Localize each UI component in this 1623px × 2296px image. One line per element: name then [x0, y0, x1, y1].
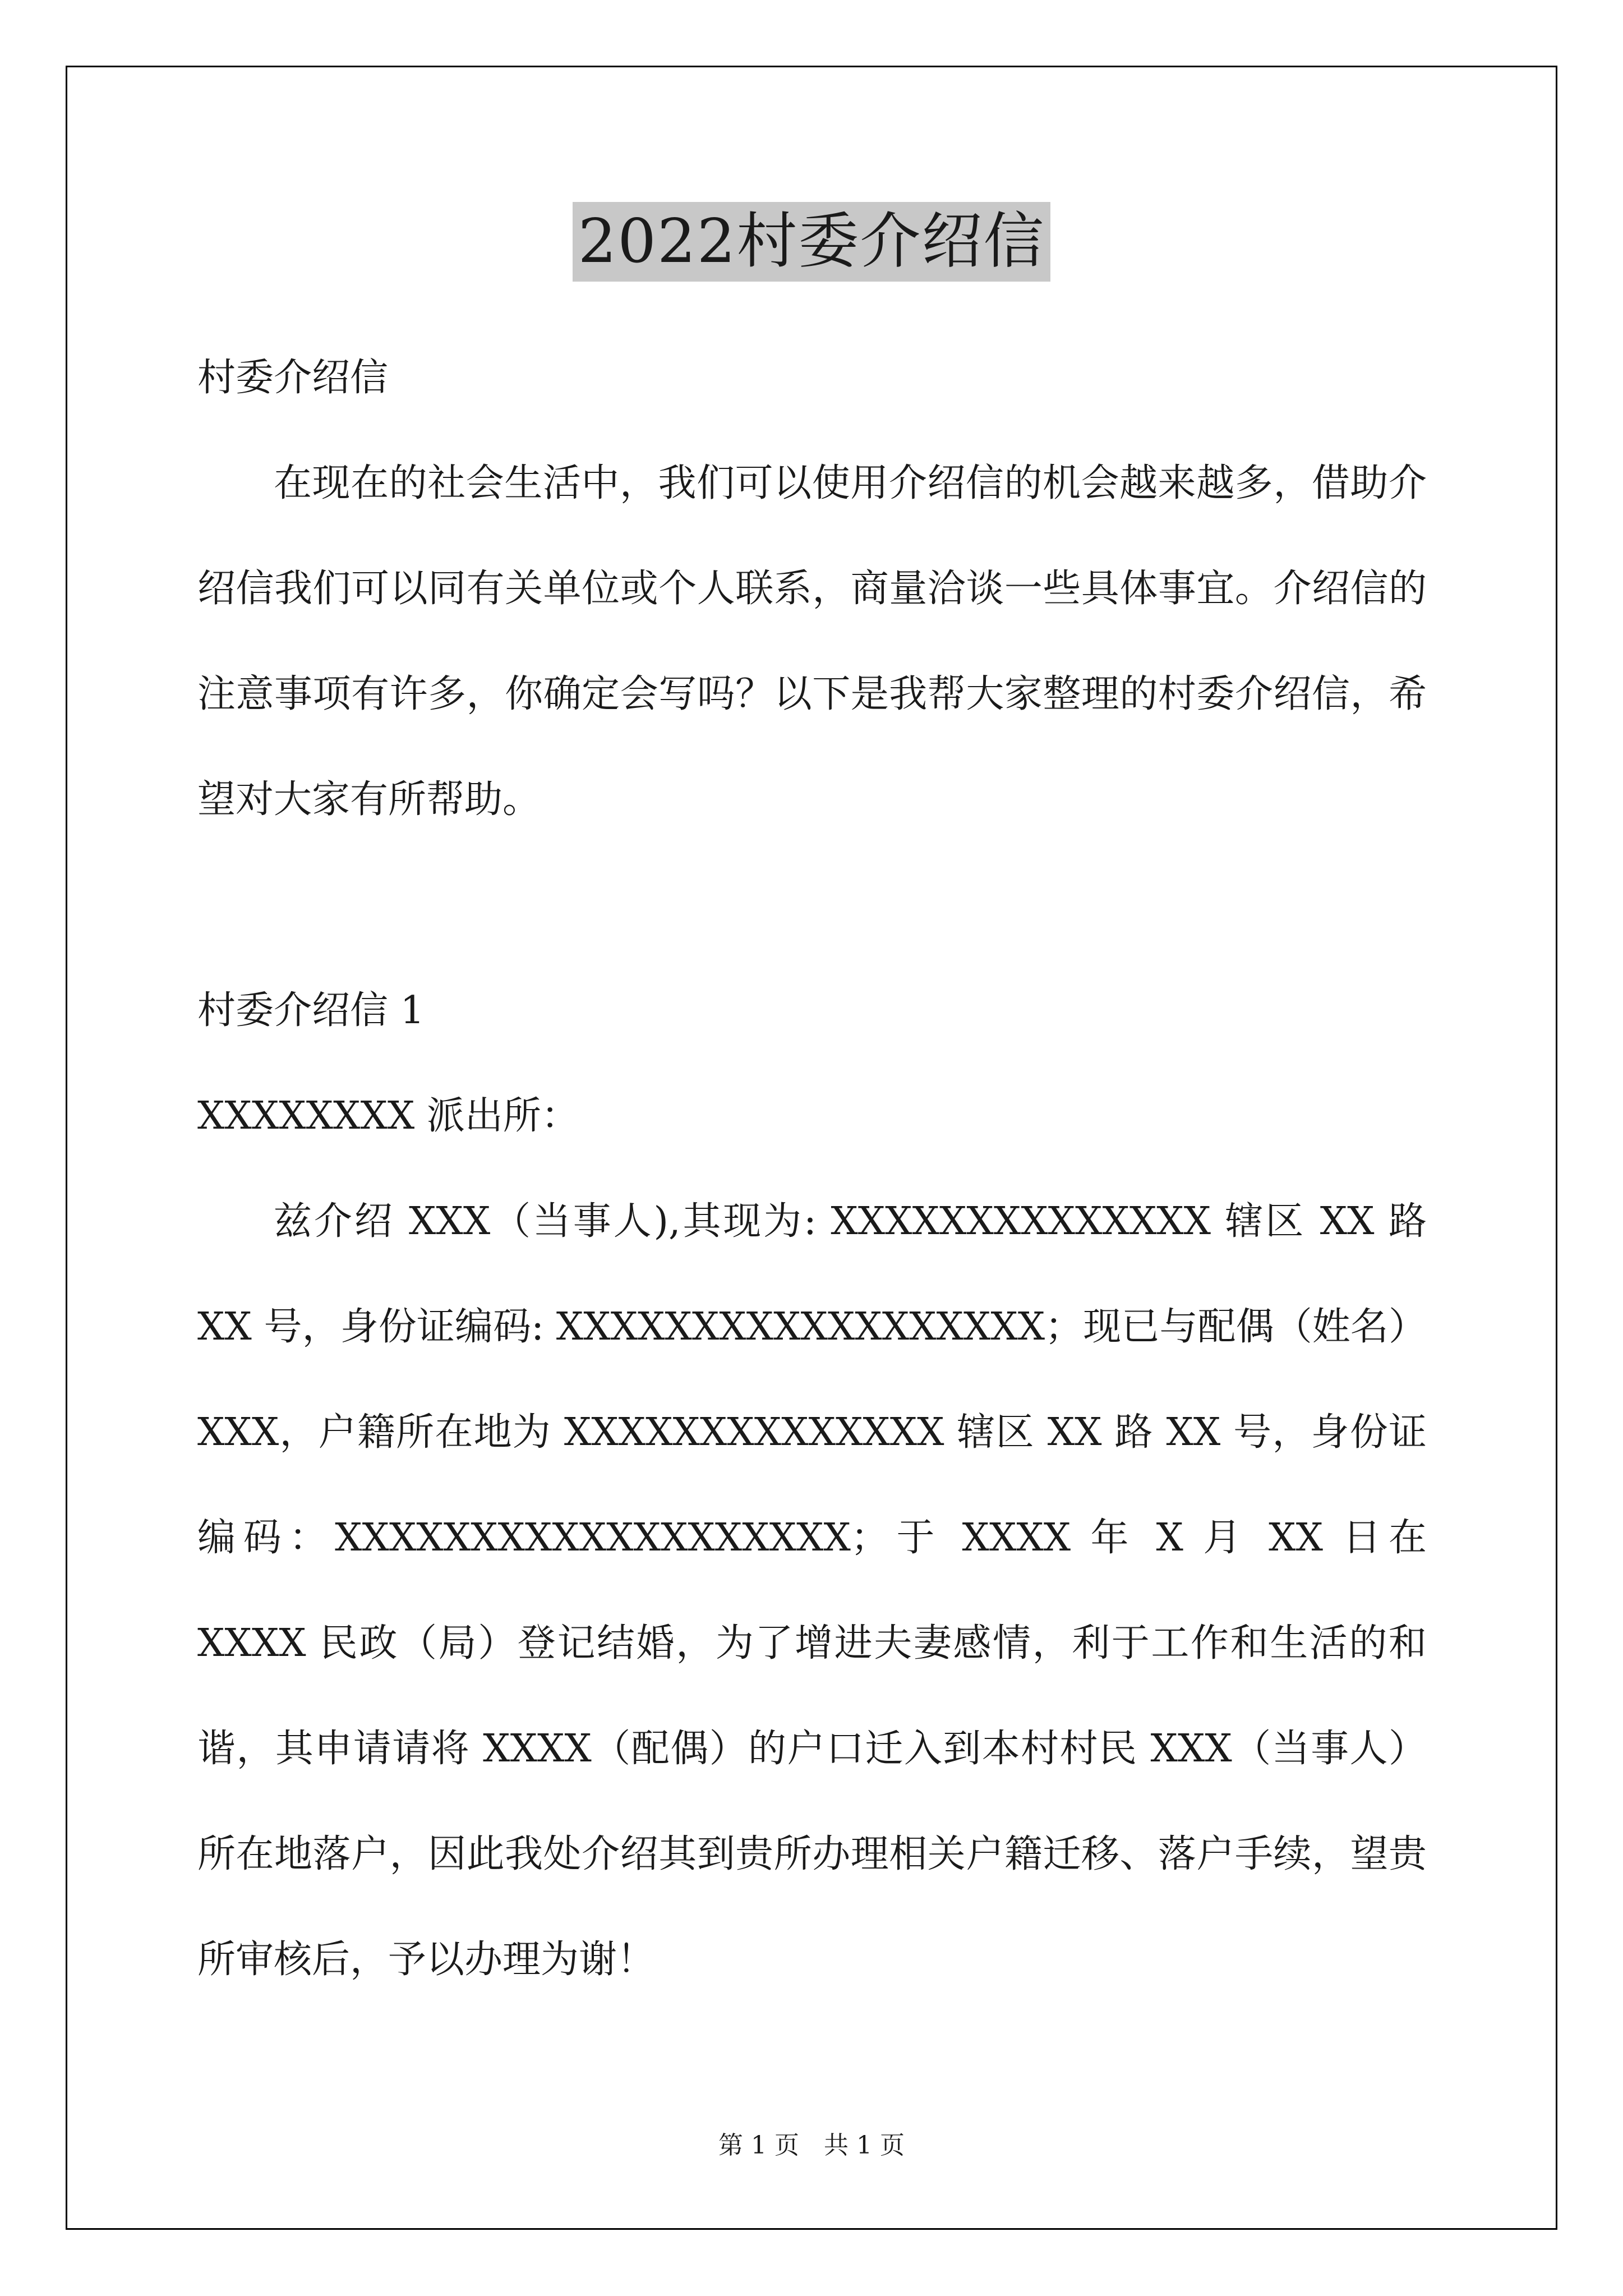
document-title: 2022村委介绍信 — [573, 202, 1051, 282]
document-heading: 村委介绍信 — [197, 356, 389, 400]
title-container — [0, 202, 1623, 282]
section-title: 村委介绍信 1 — [197, 988, 425, 1033]
page-footer — [0, 2129, 1623, 2162]
document-body — [197, 325, 1427, 2013]
page-total: 共 1 页 — [824, 2131, 905, 2160]
page-number: 第 1 页 — [718, 2131, 799, 2160]
letter-recipient: XXXXXXXX 派出所： — [197, 1094, 579, 1138]
letter-body-paragraph: 兹介绍 XXX（当事人),其现为: XXXXXXXXXXXXXX 辖区 XX 路 XX 号，身份证编码: XXXXXXXXXXXXXXXXXX；现已与配偶（姓名）XXX，户籍所在地为 XXXXXXXXXXXXXX 辖区 XX 路 XX 号，身份证编码：XXXXXXXXXXXXXXXXXXX；于 XXXX 年 X 月 XX 日在 XXXX 民政（局）登记结婚，为了增进夫妻感情，利于工作和生活的和谐，其申请请将 XXXX（配偶）的户口迁入到本村村民 XXX（当事人）所在地落户，因此我处介绍其到贵所办理相关户籍迁移、落户手续，望贵所审核后，予以办理为谢！ — [197, 1199, 1427, 1982]
intro-paragraph: 在现在的社会生活中，我们可以使用介绍信的机会越来越多，借助介绍信我们可以同有关单位或个人联系，商量洽谈一些具体事宜。介绍信的注意事项有许多，你确定会写吗？以下是我帮大家整理的村委介绍信，希望对大家有所帮助。 — [197, 461, 1427, 822]
